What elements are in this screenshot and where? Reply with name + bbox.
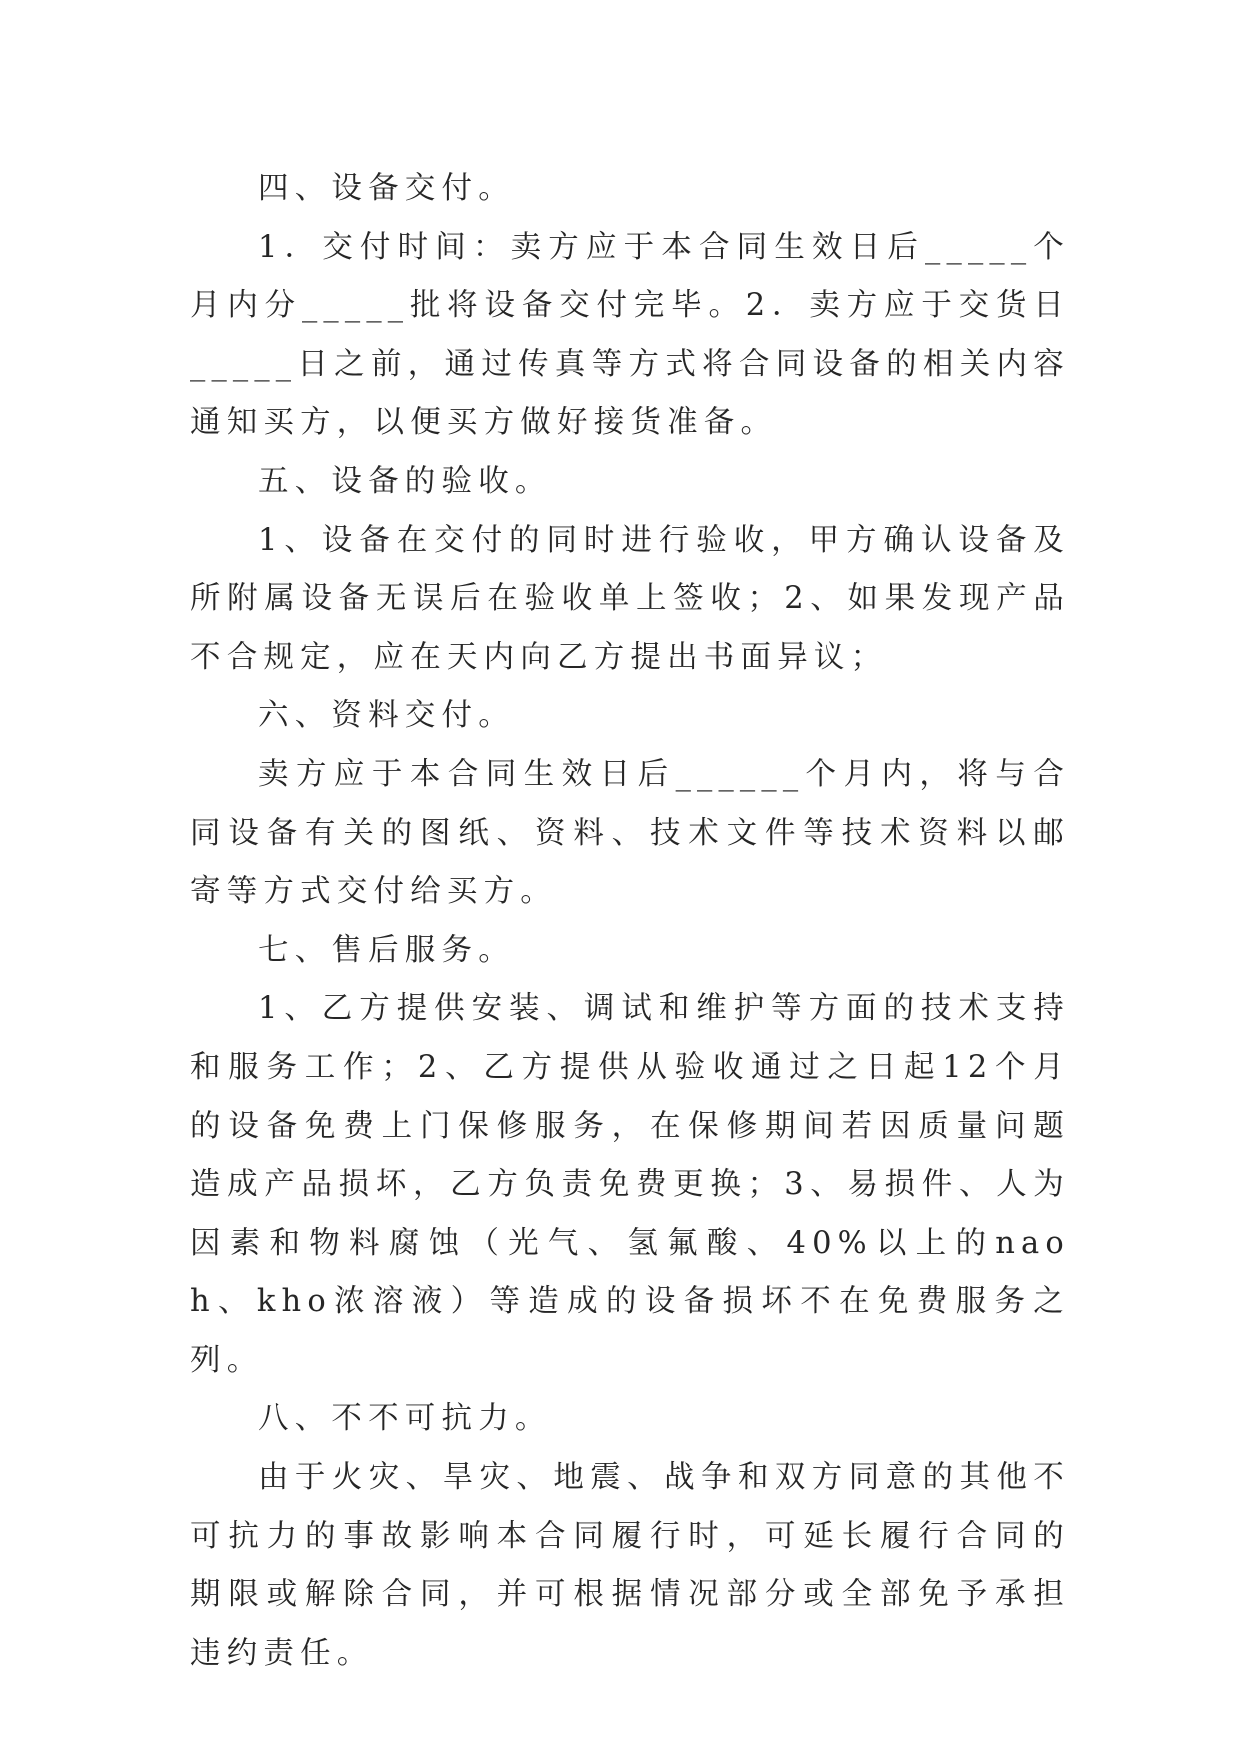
paragraph-documents-terms: 卖方应于本合同生效日后______个月内，将与合同设备有关的图纸、资料、技术文件等技术资料以邮寄等方式交付给买方。 — [190, 756, 1070, 910]
paragraph-force-majeure-terms: 由于火灾、旱灾、地震、战争和双方同意的其他不可抗力的事故影响本合同履行时，可延长履行合同的期限或解除合同，并可根据情况部分或全部免予承担违约责任。 — [190, 1460, 1070, 1671]
section-heading-after-sales: 七、售后服务。 — [258, 932, 515, 968]
paragraph-after-sales-terms: 1、乙方提供安装、调试和维护等方面的技术支持和服务工作；2、乙方提供从验收通过之日起12个月的设备免费上门保修服务，在保修期间若因质量问题造成产品损坏，乙方负责免费更换；3、易损件、人为因素和物料腐蚀（光气、氢氟酸、40%以上的naoh、kho浓溶液）等造成的设备损坏不在免费服务之列。 — [190, 991, 1070, 1378]
section-heading-acceptance: 五、设备的验收。 — [258, 463, 552, 499]
section-heading-delivery: 四、设备交付。 — [258, 171, 515, 206]
section-heading-force-majeure: 八、不不可抗力。 — [258, 1401, 552, 1437]
paragraph-acceptance-terms: 1、设备在交付的同时进行验收，甲方确认设备及所附属设备无误后在验收单上签收；2、如果发现产品不合规定，应在天内向乙方提出书面异议； — [190, 522, 1070, 675]
paragraph-delivery-terms: 1．交付时间：卖方应于本合同生效日后_____个月内分_____批将设备交付完毕。2．卖方应于交货日_____日之前，通过传真等方式将合同设备的相关内容通知买方，以便买方做好接货准备。 — [190, 229, 1070, 441]
section-heading-documents: 六、资料交付。 — [258, 698, 515, 734]
document-page — [190, 160, 1070, 1683]
